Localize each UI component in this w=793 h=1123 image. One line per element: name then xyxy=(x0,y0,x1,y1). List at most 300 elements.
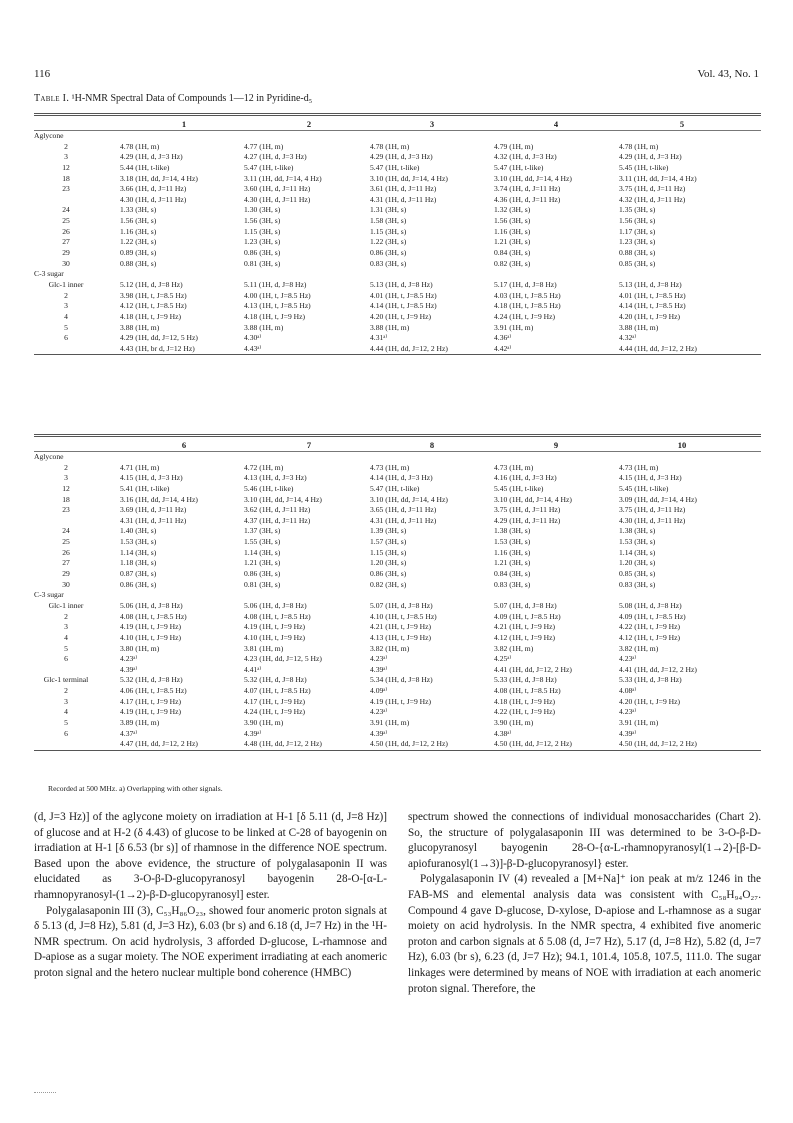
row-label: 26 xyxy=(62,547,70,557)
row-label: 12 xyxy=(62,162,70,172)
table-header-row xyxy=(34,437,761,451)
table-cell: 1.32 (3H, s) xyxy=(494,205,531,215)
table-cell: 4.50 (1H, dd, J=12, 2 Hz) xyxy=(494,739,572,749)
table-row xyxy=(34,718,761,729)
table-cell: 4.29 (1H, d, J=11 Hz) xyxy=(494,515,561,525)
table-cell: 4.16 (1H, d, J=3 Hz) xyxy=(494,473,557,483)
table-cell: 1.23 (3H, s) xyxy=(619,237,656,247)
table-cell: 5.46 (1H, t-like) xyxy=(244,483,294,493)
column-header: 3 xyxy=(429,119,435,129)
table-cell: 4.36ᵃ⁾ xyxy=(494,333,512,343)
table-cell: 4.09 (1H, t, J=8.5 Hz) xyxy=(619,611,686,621)
table-cell: 0.83 (3H, s) xyxy=(494,579,531,589)
table-cell: 4.01 (1H, t, J=8.5 Hz) xyxy=(619,290,686,300)
table-cell: 5.07 (1H, d, J=8 Hz) xyxy=(370,600,433,610)
table-rule-bottom xyxy=(34,750,761,751)
table-rule-top xyxy=(34,434,761,435)
table-row xyxy=(34,163,761,174)
row-label: 5 xyxy=(64,322,68,332)
table-row xyxy=(34,269,761,280)
table-cell: 4.39ᵃ⁾ xyxy=(120,664,138,674)
table-row xyxy=(34,184,761,195)
table-cell: 0.86 (3H, s) xyxy=(370,248,407,258)
table-row xyxy=(34,633,761,644)
table-row xyxy=(34,612,761,623)
table-cell: 0.86 (3H, s) xyxy=(244,569,281,579)
table-cell: 4.41 (1H, dd, J=12, 2 Hz) xyxy=(619,664,697,674)
table-cell: 4.73 (1H, m) xyxy=(619,462,659,472)
table-cell: 4.08 (1H, t, J=8.5 Hz) xyxy=(120,611,187,621)
table-cell: 4.41 (1H, dd, J=12, 2 Hz) xyxy=(494,664,572,674)
table-cell: 4.23ᵃ⁾ xyxy=(120,654,138,664)
table-cell: 4.18 (1H, t, J=9 Hz) xyxy=(244,311,306,321)
table-cell: 0.86 (3H, s) xyxy=(370,569,407,579)
row-label: 5 xyxy=(64,718,68,728)
table-cell: 4.15 (1H, d, J=3 Hz) xyxy=(120,473,183,483)
table-cell: 4.24 (1H, t, J=9 Hz) xyxy=(494,311,556,321)
table-cell: 1.22 (3H, s) xyxy=(370,237,407,247)
table-cell: 5.06 (1H, d, J=8 Hz) xyxy=(244,600,307,610)
table-cell: 1.14 (3H, s) xyxy=(244,547,281,557)
row-label: 27 xyxy=(62,558,70,568)
table-cell: 4.19 (1H, t, J=9 Hz) xyxy=(120,707,182,717)
table-cell: 4.20 (1H, t, J=9 Hz) xyxy=(370,311,432,321)
table-cell: 1.16 (3H, s) xyxy=(494,547,531,557)
table-cell: 4.47 (1H, dd, J=12, 2 Hz) xyxy=(120,739,198,749)
text-column-right xyxy=(408,810,761,997)
table-row xyxy=(34,569,761,580)
table-cell: 3.69 (1H, d, J=11 Hz) xyxy=(120,505,187,515)
table-row xyxy=(34,473,761,484)
table-cell: 0.84 (3H, s) xyxy=(494,569,531,579)
table-cell: 4.23ᵃ⁾ xyxy=(619,707,637,717)
column-header: 4 xyxy=(553,119,559,129)
table-cell: 1.40 (3H, s) xyxy=(120,526,157,536)
column-header: 7 xyxy=(306,440,312,450)
row-label: 27 xyxy=(62,237,70,247)
table-row xyxy=(34,601,761,612)
table-row xyxy=(34,333,761,344)
table-cell: 4.39ᵃ⁾ xyxy=(370,728,388,738)
table-row xyxy=(34,323,761,334)
table-cell: 1.58 (3H, s) xyxy=(370,216,407,226)
table-cell: 3.09 (1H, dd, J=14, 4 Hz) xyxy=(619,494,697,504)
table-cell: 1.38 (3H, s) xyxy=(494,526,531,536)
table-cell: 0.81 (3H, s) xyxy=(244,258,281,268)
row-label: 23 xyxy=(62,184,70,194)
column-header: 2 xyxy=(306,119,312,129)
table-cell: 3.88 (1H, m) xyxy=(370,322,410,332)
table-row xyxy=(34,686,761,697)
table-cell: 4.19 (1H, t, J=9 Hz) xyxy=(244,622,306,632)
table-cell: 1.20 (3H, s) xyxy=(619,558,656,568)
paragraph: Polygalasaponin III (3), C₅₃H₈₆O₂₃, showed four anomeric proton signals at δ 5.13 (d, J=8 Hz), 5.81 (d, J=3 Hz), 6.03 (br s) and 6.18 (d, J=7 Hz) in the ¹H-NMR spectrum. On acid hydrolysis, 3 afforded D-glucose, L-rhamnose and D-apiose as a sugar moiety. The NOE experiment irradiating at each anomeric proton signal and the hetero nuclear multiple bond coherence (HMBC) xyxy=(34,904,387,979)
table-cell: 0.85 (3H, s) xyxy=(619,258,656,268)
table-row xyxy=(34,291,761,302)
table-cell: 4.50 (1H, dd, J=12, 2 Hz) xyxy=(370,739,448,749)
table-cell: 4.08 (1H, t, J=8.5 Hz) xyxy=(494,686,561,696)
table-cell: 4.77 (1H, m) xyxy=(244,141,284,151)
table-cell: 1.56 (3H, s) xyxy=(244,216,281,226)
table-cell: 5.33 (1H, d, J=8 Hz) xyxy=(494,675,557,685)
table-cell: 5.07 (1H, d, J=8 Hz) xyxy=(494,600,557,610)
table-cell: 4.30 (1H, d, J=11 Hz) xyxy=(120,194,187,204)
table-cell: 4.13 (1H, t, J=8.5 Hz) xyxy=(244,301,311,311)
table-row xyxy=(34,301,761,312)
row-label: 5 xyxy=(64,643,68,653)
table-cell: 4.10 (1H, t, J=8.5 Hz) xyxy=(370,611,437,621)
table-cell: 4.00 (1H, t, J=8.5 Hz) xyxy=(244,290,311,300)
table-cell: 0.82 (3H, s) xyxy=(494,258,531,268)
table-cell: 3.10 (1H, dd, J=14, 4 Hz) xyxy=(494,494,572,504)
table-cell: 4.09 (1H, t, J=8.5 Hz) xyxy=(494,611,561,621)
row-label: 2 xyxy=(64,462,68,472)
table-title: ¹H-NMR Spectral Data of Compounds 1—12 in Pyridine-d₅ xyxy=(71,93,313,104)
table-cell: 3.82 (1H, m) xyxy=(619,643,659,653)
table-caption xyxy=(34,93,312,104)
table-row xyxy=(34,505,761,516)
table-cell: 4.19 (1H, t, J=9 Hz) xyxy=(370,696,432,706)
table-cell: 4.39ᵃ⁾ xyxy=(619,728,637,738)
table-cell: 3.88 (1H, m) xyxy=(244,322,284,332)
table-cell: 4.08 (1H, t, J=8.5 Hz) xyxy=(244,611,311,621)
table-cell: 1.16 (3H, s) xyxy=(494,226,531,236)
row-label: 3 xyxy=(64,301,68,311)
table-row xyxy=(34,463,761,474)
table-cell: 3.11 (1H, dd, J=14, 4 Hz) xyxy=(619,173,697,183)
table-cell: 4.31 (1H, d, J=11 Hz) xyxy=(120,515,187,525)
table-cell: 0.88 (3H, s) xyxy=(120,258,157,268)
table-cell: 0.84 (3H, s) xyxy=(494,248,531,258)
table-cell: 4.22 (1H, t, J=9 Hz) xyxy=(619,622,681,632)
row-label: Glc-1 inner xyxy=(48,279,84,289)
table-cell: 4.08ᵃ⁾ xyxy=(619,686,637,696)
table-row xyxy=(34,590,761,601)
table-cell: 3.61 (1H, d, J=11 Hz) xyxy=(370,184,437,194)
table-cell: 1.22 (3H, s) xyxy=(120,237,157,247)
row-label: 25 xyxy=(62,537,70,547)
table-cell: 0.86 (3H, s) xyxy=(244,248,281,258)
row-label: 12 xyxy=(62,483,70,493)
table-cell: 1.38 (3H, s) xyxy=(619,526,656,536)
row-label: 6 xyxy=(64,333,68,343)
row-label: 3 xyxy=(64,622,68,632)
table-cell: 4.32 (1H, d, J=11 Hz) xyxy=(619,194,686,204)
row-label: 6 xyxy=(64,728,68,738)
table-cell: 4.38ᵃ⁾ xyxy=(494,728,512,738)
table-cell: 5.45 (1H, t-like) xyxy=(619,483,669,493)
table-cell: 4.23 (1H, dd, J=12, 5 Hz) xyxy=(244,654,322,664)
table-cell: 4.19 (1H, t, J=9 Hz) xyxy=(120,622,182,632)
table-cell: 4.31 (1H, d, J=11 Hz) xyxy=(370,194,437,204)
table-cell: 5.32 (1H, d, J=8 Hz) xyxy=(244,675,307,685)
table-cell: 5.13 (1H, d, J=8 Hz) xyxy=(619,279,682,289)
table-cell: 4.13 (1H, d, J=3 Hz) xyxy=(244,473,307,483)
table-cell: 0.86 (3H, s) xyxy=(120,579,157,589)
table-rule-top xyxy=(34,113,761,114)
table-cell: 4.29 (1H, d, J=3 Hz) xyxy=(370,152,433,162)
table-cell: 4.29 (1H, dd, J=12, 5 Hz) xyxy=(120,333,198,343)
table-cell: 4.22 (1H, t, J=9 Hz) xyxy=(494,707,556,717)
table-row xyxy=(34,537,761,548)
table-cell: 4.27 (1H, d, J=3 Hz) xyxy=(244,152,307,162)
table-cell: 3.60 (1H, d, J=11 Hz) xyxy=(244,184,311,194)
table-cell: 4.06 (1H, t, J=8.5 Hz) xyxy=(120,686,187,696)
table-row xyxy=(34,205,761,216)
table-cell: 1.23 (3H, s) xyxy=(244,237,281,247)
row-label: 3 xyxy=(64,696,68,706)
column-header: 6 xyxy=(181,440,187,450)
table-cell: 5.47 (1H, t-like) xyxy=(370,483,420,493)
table-row xyxy=(34,174,761,185)
table-cell: 1.20 (3H, s) xyxy=(370,558,407,568)
table-cell: 5.13 (1H, d, J=8 Hz) xyxy=(370,279,433,289)
table-cell: 3.16 (1H, dd, J=14, 4 Hz) xyxy=(120,494,198,504)
table-cell: 3.10 (1H, dd, J=14, 4 Hz) xyxy=(244,494,322,504)
table-row xyxy=(34,580,761,591)
table-cell: 0.81 (3H, s) xyxy=(244,579,281,589)
table-cell: 4.18 (1H, t, J=8.5 Hz) xyxy=(494,301,561,311)
column-header: 8 xyxy=(429,440,435,450)
text-column-left xyxy=(34,810,387,982)
table-cell: 1.21 (3H, s) xyxy=(244,558,281,568)
table-cell: 4.71 (1H, m) xyxy=(120,462,160,472)
table-cell: 4.36 (1H, d, J=11 Hz) xyxy=(494,194,561,204)
table-cell: 4.21 (1H, t, J=9 Hz) xyxy=(370,622,432,632)
table-cell: 1.15 (3H, s) xyxy=(244,226,281,236)
table-cell: 3.75 (1H, d, J=11 Hz) xyxy=(619,505,686,515)
table-cell: 1.21 (3H, s) xyxy=(494,558,531,568)
volume-label: Vol. 43, No. 1 xyxy=(697,68,759,80)
table-cell: 4.29 (1H, d, J=3 Hz) xyxy=(120,152,183,162)
table-cell: 4.50 (1H, dd, J=12, 2 Hz) xyxy=(619,739,697,749)
table-cell: 3.90 (1H, m) xyxy=(494,718,534,728)
table-row xyxy=(34,548,761,559)
table-row xyxy=(34,312,761,323)
table-cell: 1.53 (3H, s) xyxy=(494,537,531,547)
row-label: 2 xyxy=(64,141,68,151)
table-row xyxy=(34,495,761,506)
table-cell: 5.45 (1H, t-like) xyxy=(494,483,544,493)
page-number: 116 xyxy=(34,68,51,80)
table-cell: 1.35 (3H, s) xyxy=(619,205,656,215)
row-label: 4 xyxy=(64,707,68,717)
footer-rule xyxy=(34,1092,56,1093)
table-cell: 4.25ᵃ⁾ xyxy=(494,654,512,664)
table-cell: 5.32 (1H, d, J=8 Hz) xyxy=(120,675,183,685)
row-label: 4 xyxy=(64,311,68,321)
row-label: 2 xyxy=(64,611,68,621)
table-cell: 3.10 (1H, dd, J=14, 4 Hz) xyxy=(370,173,448,183)
row-label: 23 xyxy=(62,505,70,515)
table-row xyxy=(34,697,761,708)
table-cell: 1.17 (3H, s) xyxy=(619,226,656,236)
table-cell: 4.20 (1H, t, J=9 Hz) xyxy=(619,311,681,321)
row-label: 2 xyxy=(64,686,68,696)
table-cell: 4.03 (1H, t, J=8.5 Hz) xyxy=(494,290,561,300)
column-header: 5 xyxy=(679,119,685,129)
table-cell: 4.42ᵃ⁾ xyxy=(494,343,512,353)
table-cell: 3.88 (1H, m) xyxy=(619,322,659,332)
table-row xyxy=(34,195,761,206)
table-row xyxy=(34,142,761,153)
table-cell: 4.37ᵃ⁾ xyxy=(120,728,138,738)
table-cell: 4.23ᵃ⁾ xyxy=(370,707,388,717)
row-label: Glc-1 terminal xyxy=(43,675,89,685)
table-cell: 3.11 (1H, dd, J=14, 4 Hz) xyxy=(244,173,322,183)
table-cell: 4.39ᵃ⁾ xyxy=(244,728,262,738)
paragraph: Polygalasaponin IV (4) revealed a [M+Na]⁺ ion peak at m/z 1246 in the FAB-MS and elemental analysis data was consistent with C₅₈H₉₄O₂₇. Compound 4 gave D-glucose, D-xylose, D-apiose and L-rhamnose as a sugar moiety on acid hydrolysis. In the NMR spectra, 4 exhibited five anomeric proton and carbon signals at δ 5.08 (d, J=7 Hz), 5.17 (d, J=8 Hz), 5.82 (d, J=7 Hz), 6.03 (br s), 6.23 (d, J=7 Hz); 94.1, 101.4, 105.8, 107.5, 111.0. The sugar linkages were determined by means of NOE with irradiation at each anomeric proton signal. Therefore, the xyxy=(408,873,761,995)
row-label: 29 xyxy=(62,569,70,579)
table-cell: 3.62 (1H, d, J=11 Hz) xyxy=(244,505,311,515)
table-row xyxy=(34,739,761,750)
table-cell: 4.14 (1H, t, J=8.5 Hz) xyxy=(370,301,437,311)
table-cell: 4.17 (1H, t, J=9 Hz) xyxy=(244,696,306,706)
table-cell: 5.17 (1H, d, J=8 Hz) xyxy=(494,279,557,289)
table-row xyxy=(34,227,761,238)
table-cell: 3.65 (1H, d, J=11 Hz) xyxy=(370,505,437,515)
table-cell: 5.34 (1H, d, J=8 Hz) xyxy=(370,675,433,685)
table-row xyxy=(34,131,761,142)
table-cell: 4.10 (1H, t, J=9 Hz) xyxy=(244,632,306,642)
table-cell: 4.24 (1H, t, J=9 Hz) xyxy=(244,707,306,717)
section-label: Aglycone xyxy=(34,131,64,140)
table-cell: 5.06 (1H, d, J=8 Hz) xyxy=(120,600,183,610)
table-row xyxy=(34,280,761,291)
table-cell: 1.56 (3H, s) xyxy=(120,216,157,226)
table-cell: 3.80 (1H, m) xyxy=(120,643,160,653)
row-label: 25 xyxy=(62,216,70,226)
row-label: 3 xyxy=(64,152,68,162)
table-row xyxy=(34,707,761,718)
table-cell: 1.14 (3H, s) xyxy=(619,547,656,557)
section-label: C-3 sugar xyxy=(34,269,64,279)
table-cell: 4.31 (1H, d, J=11 Hz) xyxy=(370,515,437,525)
table-cell: 1.31 (3H, s) xyxy=(370,205,407,215)
table-cell: 4.18 (1H, t, J=9 Hz) xyxy=(120,311,182,321)
table-cell: 0.87 (3H, s) xyxy=(120,569,157,579)
table-row xyxy=(34,484,761,495)
row-label: 30 xyxy=(62,579,70,589)
table-row xyxy=(34,344,761,355)
nmr-table-2 xyxy=(34,434,761,751)
table-cell: 4.73 (1H, m) xyxy=(494,462,534,472)
row-label: 2 xyxy=(64,290,68,300)
table-cell: 5.47 (1H, t-like) xyxy=(244,162,294,172)
table-cell: 4.79 (1H, m) xyxy=(494,141,534,151)
table-cell: 4.78 (1H, m) xyxy=(120,141,160,151)
table-cell: 4.44 (1H, dd, J=12, 2 Hz) xyxy=(619,343,697,353)
table-cell: 3.18 (1H, dd, J=14, 4 Hz) xyxy=(120,173,198,183)
table-cell: 4.72 (1H, m) xyxy=(244,462,284,472)
paragraph: spectrum showed the connections of individual monosaccharides (Chart 2). So, the structure of polygalasaponin III was determined to be 3-O-β-D-glucopyranosyl bayogenin 28-O-{α-L-rhamnopyranosyl(1→2)-[β-D-apiofuranosyl(1→3)]-β-D-glucopyranosyl} ester. xyxy=(408,811,761,870)
table-cell: 4.12 (1H, t, J=9 Hz) xyxy=(494,632,556,642)
table-cell: 5.08 (1H, d, J=8 Hz) xyxy=(619,600,682,610)
table-row xyxy=(34,558,761,569)
table-cell: 5.45 (1H, t-like) xyxy=(619,162,669,172)
row-label: 18 xyxy=(62,173,70,183)
table-cell: 4.09ᵃ⁾ xyxy=(370,686,388,696)
table-cell: 3.98 (1H, t, J=8.5 Hz) xyxy=(120,290,187,300)
table-cell: 3.10 (1H, dd, J=14, 4 Hz) xyxy=(494,173,572,183)
table-rule-bottom xyxy=(34,354,761,355)
table-cell: 1.37 (3H, s) xyxy=(244,526,281,536)
table-cell: 4.73 (1H, m) xyxy=(370,462,410,472)
table-cell: 4.01 (1H, t, J=8.5 Hz) xyxy=(370,290,437,300)
table-cell: 3.91 (1H, m) xyxy=(370,718,410,728)
table-cell: 4.30 (1H, d, J=11 Hz) xyxy=(244,194,311,204)
row-label: 24 xyxy=(62,205,70,215)
table-cell: 4.07 (1H, t, J=8.5 Hz) xyxy=(244,686,311,696)
table-cell: 4.43 (1H, br d, J=12 Hz) xyxy=(120,343,195,353)
table-cell: 0.83 (3H, s) xyxy=(370,258,407,268)
table-cell: 0.89 (3H, s) xyxy=(120,248,157,258)
table-cell: 1.55 (3H, s) xyxy=(244,537,281,547)
column-header: 10 xyxy=(677,440,687,450)
table-label: Table I. xyxy=(34,93,70,104)
table-cell: 3.75 (1H, d, J=11 Hz) xyxy=(619,184,686,194)
table-cell: 1.56 (3H, s) xyxy=(494,216,531,226)
table-cell: 1.57 (3H, s) xyxy=(370,537,407,547)
table-cell: 3.74 (1H, d, J=11 Hz) xyxy=(494,184,561,194)
table-cell: 4.12 (1H, t, J=9 Hz) xyxy=(619,632,681,642)
table-row xyxy=(34,152,761,163)
table-cell: 4.23ᵃ⁾ xyxy=(370,654,388,664)
table-cell: 1.15 (3H, s) xyxy=(370,226,407,236)
section-label: C-3 sugar xyxy=(34,590,64,600)
table-cell: 3.91 (1H, m) xyxy=(494,322,534,332)
table-cell: 4.31ᵃ⁾ xyxy=(370,333,388,343)
table-cell: 4.48 (1H, dd, J=12, 2 Hz) xyxy=(244,739,322,749)
table-cell: 4.32ᵃ⁾ xyxy=(619,333,637,343)
table-cell: 1.21 (3H, s) xyxy=(494,237,531,247)
table-cell: 4.30 (1H, d, J=11 Hz) xyxy=(619,515,686,525)
table-cell: 3.10 (1H, dd, J=14, 4 Hz) xyxy=(370,494,448,504)
table-cell: 1.53 (3H, s) xyxy=(619,537,656,547)
table-cell: 3.82 (1H, m) xyxy=(370,643,410,653)
table-cell: 4.21 (1H, t, J=9 Hz) xyxy=(494,622,556,632)
table-cell: 4.14 (1H, d, J=3 Hz) xyxy=(370,473,433,483)
table-cell: 0.83 (3H, s) xyxy=(619,579,656,589)
table-row xyxy=(34,216,761,227)
table-row xyxy=(34,729,761,740)
table-cell: 3.88 (1H, m) xyxy=(120,322,160,332)
table-footnote: Recorded at 500 MHz. a) Overlapping with other signals. xyxy=(48,784,223,793)
table-cell: 4.44 (1H, dd, J=12, 2 Hz) xyxy=(370,343,448,353)
table-cell: 4.41ᵃ⁾ xyxy=(244,664,262,674)
table-cell: 5.41 (1H, t-like) xyxy=(120,483,170,493)
table-cell: 4.14 (1H, t, J=8.5 Hz) xyxy=(619,301,686,311)
table-cell: 1.53 (3H, s) xyxy=(120,537,157,547)
table-header-row xyxy=(34,116,761,130)
column-header: 9 xyxy=(553,440,559,450)
table-row xyxy=(34,248,761,259)
table-cell: 1.33 (3H, s) xyxy=(120,205,157,215)
table-cell: 4.10 (1H, t, J=9 Hz) xyxy=(120,632,182,642)
table-row xyxy=(34,644,761,655)
row-label: Glc-1 inner xyxy=(48,600,84,610)
table-cell: 4.23ᵃ⁾ xyxy=(619,654,637,664)
table-cell: 4.39ᵃ⁾ xyxy=(370,664,388,674)
table-cell: 4.15 (1H, d, J=3 Hz) xyxy=(619,473,682,483)
table-row xyxy=(34,665,761,676)
table-cell: 5.12 (1H, d, J=8 Hz) xyxy=(120,279,183,289)
row-label: 4 xyxy=(64,632,68,642)
table-cell: 3.91 (1H, m) xyxy=(619,718,659,728)
table-cell: 1.15 (3H, s) xyxy=(370,547,407,557)
table-cell: 4.37 (1H, d, J=11 Hz) xyxy=(244,515,311,525)
table-cell: 4.29 (1H, d, J=3 Hz) xyxy=(619,152,682,162)
